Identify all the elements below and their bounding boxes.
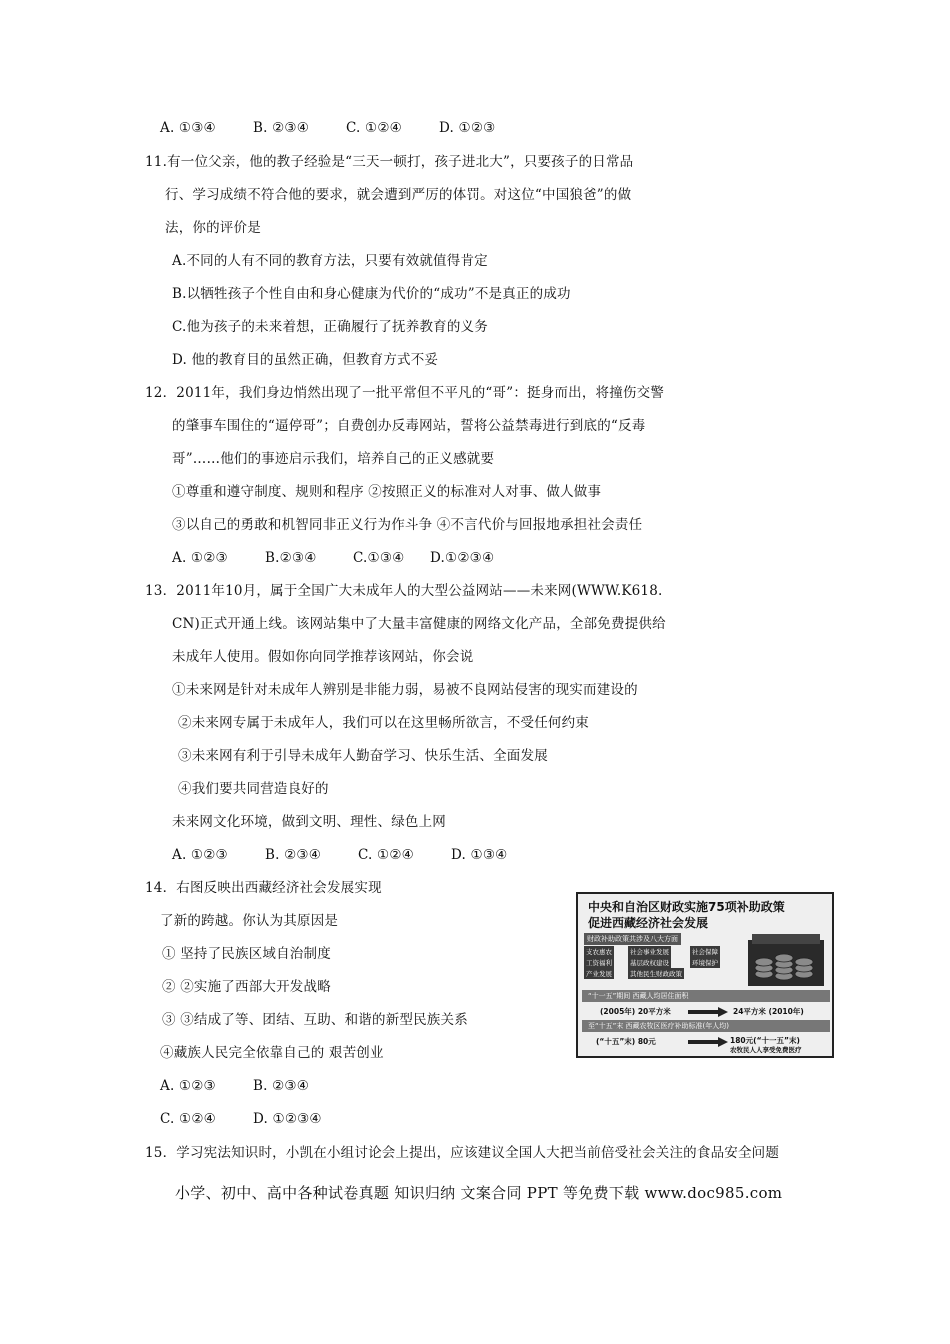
q14-options-row1 [160, 1077, 309, 1095]
arrow-icon [688, 1007, 728, 1017]
q14-figure [576, 892, 834, 1058]
q14-options-row2 [160, 1110, 322, 1128]
q13-option-a: A. ①②③ [172, 847, 228, 863]
q14-option-d: D. ①②③④ [253, 1111, 322, 1127]
q10-option-b: B. ②③④ [253, 120, 310, 136]
q13-item-4b: 未来网文化环境，做到文明、理性、绿色上网 [172, 814, 446, 830]
figure-cell-2: 社会事业发展 [630, 948, 669, 956]
q14-stem-line1: 14．右图反映出西藏经济社会发展实现 [145, 880, 382, 896]
q15-stem-line1: 15．学习宪法知识时，小凯在小组讨论会上提出，应该建议全国人大把当前倍受社会关注的食品安全问题 [145, 1145, 780, 1161]
figure-medical-after: 180元(“十一五”末) [730, 1036, 800, 1045]
q13-stem-line2: CN)正式开通上线。该网站集中了大量丰富健康的网络文化产品，全部免费提供给 [172, 616, 666, 632]
q14-option-b: B. ②③④ [253, 1078, 310, 1094]
q12-stem-line2: 的肇事车围住的“逼停哥”；自费创办反毒网站，誓将公益禁毒进行到底的“反毒 [172, 418, 646, 434]
figure-cell-5: 基层政权建设 [630, 959, 669, 967]
q12-item-1-2: ①尊重和遵守制度、规则和程序 ②按照正义的标准对人对事、做人做事 [172, 484, 602, 500]
figure-cell-1: 支农惠农 [586, 948, 612, 956]
figure-subtitle: 财政补助政策共涉及八大方面 [584, 933, 681, 945]
figure-title-line2: 促进西藏经济社会发展 [588, 916, 709, 930]
q11-option-b: B.以牺牲孩子个性自由和身心健康为代价的“成功”不是真正的成功 [172, 286, 571, 302]
q11-option-a: A.不同的人有不同的教育方法，只要有效就值得肯定 [172, 253, 488, 269]
q10-option-d: D. ①②③ [439, 120, 496, 136]
figure-strip-medical: 至“十五”末 西藏农牧区医疗补助标准(年人均) [582, 1020, 830, 1032]
q11-stem-line1: 11.有一位父亲，他的教子经验是“三天一顿打，孩子进北大”，只要孩子的日常品 [145, 154, 634, 170]
q11-option-d: D. 他的教育目的虽然正确，但教育方式不妥 [172, 352, 439, 368]
q11-option-c: C.他为孩子的未来着想，正确履行了抚养教育的义务 [172, 319, 488, 335]
q14-stem-line2: 了新的跨越。你认为其原因是 [160, 913, 339, 929]
figure-housing-2005: (2005年) 20平方米 [600, 1007, 671, 1016]
q12-option-c: C.①③④ [353, 550, 405, 566]
q10-option-a: A. ①③④ [160, 120, 216, 136]
q12-option-b: B.②③④ [265, 550, 317, 566]
q14-option-a: A. ①②③ [160, 1078, 216, 1094]
q12-option-d: D.①②③④ [430, 550, 495, 566]
q14-option-c: C. ①②④ [160, 1111, 216, 1127]
figure-medical-note: 农牧民人人享受免费医疗 [730, 1046, 802, 1054]
q13-item-1: ①未来网是针对未成年人辨别是非能力弱，易被不良网站侵害的现实而建设的 [172, 682, 638, 698]
figure-cell-7: 产业发展 [586, 970, 612, 978]
figure-title-line1: 中央和自治区财政实施75项补助政策 [588, 900, 785, 914]
q13-option-d: D. ①③④ [451, 847, 508, 863]
figure-cell-3: 社会保障 [692, 948, 718, 956]
arrow-icon [688, 1037, 728, 1047]
q13-stem-line3: 未成年人使用。假如你向同学推荐该网站，你会说 [172, 649, 474, 665]
q10-option-c: C. ①②④ [346, 120, 402, 136]
figure-cell-8: 其他民生财政政策 [630, 970, 682, 978]
q12-options [172, 549, 494, 567]
q14-item-4: ④藏族人民完全依靠自己的 艰苦创业 [160, 1045, 384, 1061]
q10-options [160, 119, 495, 137]
page-footer: 小学、初中、高中各种试卷真题 知识归纳 文案合同 PPT 等免费下载 www.doc985.com [175, 1184, 783, 1202]
q13-options [172, 846, 507, 864]
q13-option-b: B. ②③④ [265, 847, 322, 863]
q11-stem-line2: 行、学习成绩不符合他的要求，就会遭到严厉的体罚。对这位“中国狼爸”的做 [165, 187, 632, 203]
figure-cell-6: 环境保护 [692, 959, 718, 967]
q14-item-2: ② ②实施了西部大开发战略 [162, 979, 331, 995]
q14-item-1: ① 坚持了民族区域自治制度 [162, 946, 331, 962]
coins-crate-illustration [746, 930, 826, 988]
q12-stem-line3: 哥”……他们的事迹启示我们，培养自己的正义感就要 [172, 451, 495, 467]
q13-item-2: ②未来网专属于未成年人，我们可以在这里畅所欲言，不受任何约束 [178, 715, 589, 731]
figure-medical-before: (“十五”末) 80元 [596, 1037, 656, 1046]
figure-strip-housing: “十一五”期间 西藏人均居住面积 [582, 990, 830, 1002]
figure-housing-2010: 24平方米 (2010年) [733, 1007, 804, 1016]
q13-item-4a: ④我们要共同营造良好的 [178, 781, 329, 797]
q12-stem-line1: 12．2011年，我们身边悄然出现了一批平常但不平凡的“哥”：挺身而出，将撞伤交警 [145, 385, 665, 401]
q13-item-3: ③未来网有利于引导未成年人勤奋学习、快乐生活、全面发展 [178, 748, 548, 764]
q12-option-a: A. ①②③ [172, 550, 228, 566]
figure-cell-4: 工资福利 [586, 959, 612, 967]
q13-option-c: C. ①②④ [358, 847, 414, 863]
q13-stem-line1: 13．2011年10月，属于全国广大未成年人的大型公益网站——未来网(WWW.K618. [145, 583, 663, 599]
q12-item-3-4: ③以自己的勇敢和机智同非正义行为作斗争 ④不言代价与回报地承担社会责任 [172, 517, 643, 533]
q14-item-3: ③ ③结成了等、团结、互助、和谐的新型民族关系 [162, 1012, 468, 1028]
q11-stem-line3: 法，你的评价是 [165, 220, 261, 236]
